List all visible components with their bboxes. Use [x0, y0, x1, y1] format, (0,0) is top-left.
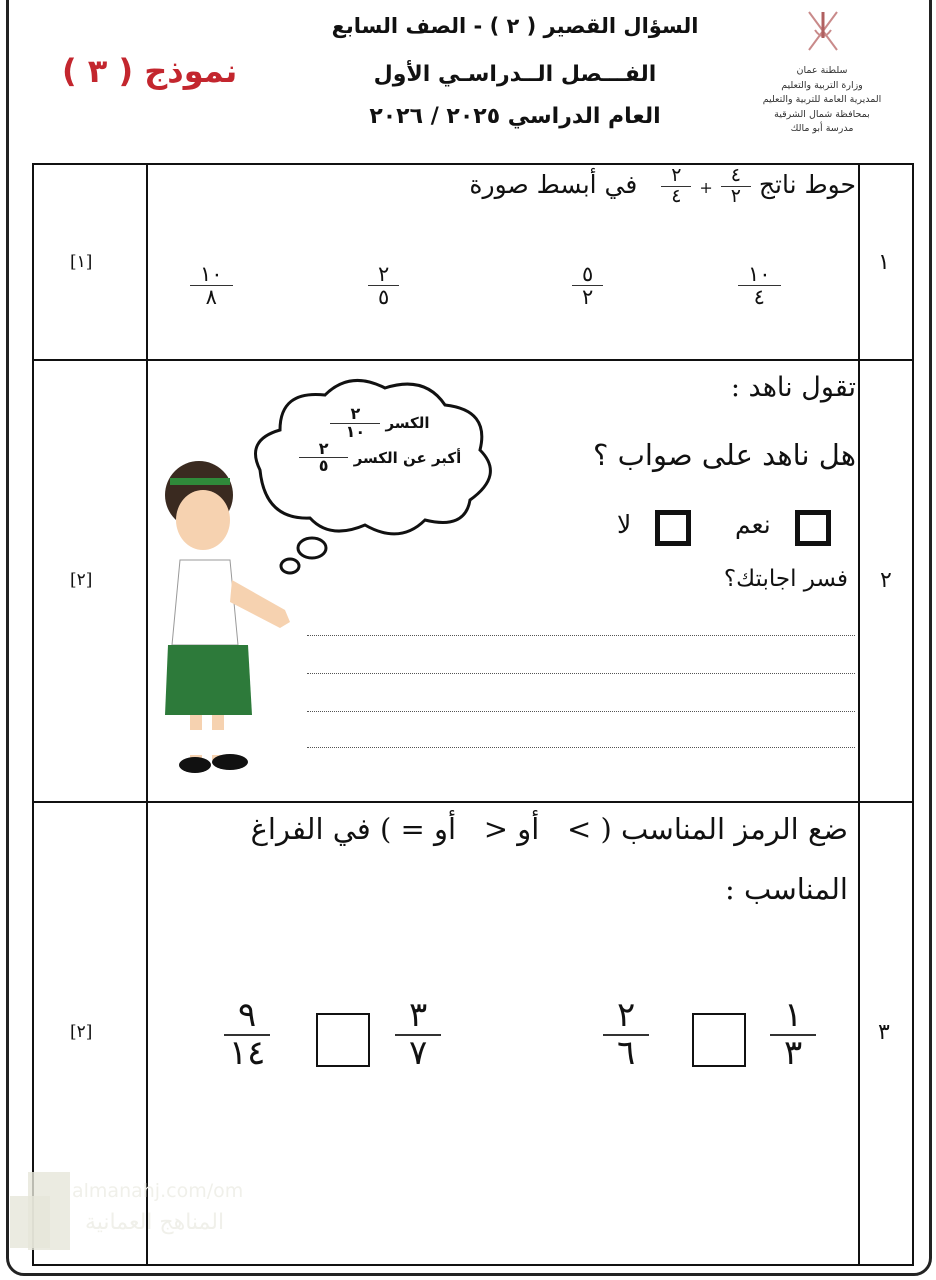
q3-text-2: المناسب : [724, 872, 848, 906]
bubble-text: أكبر عن الكسر [353, 448, 462, 467]
answer-option[interactable]: ١٠ ٨ [190, 263, 233, 308]
q-text: في أبسط صورة [469, 169, 638, 199]
q2-intro: تقول ناهد : [730, 372, 856, 403]
ministry-line: مدرسة أبو مالك [790, 123, 854, 134]
answer-option[interactable]: ٢ ٥ [368, 263, 399, 308]
answer-option[interactable]: ٥ ٢ [572, 263, 603, 308]
fraction: ١ ٣ [770, 998, 816, 1071]
ministry-block [742, 64, 902, 137]
year-label: العام الدراسي ٢٠٢٥ / ٢٠٢٦ [369, 104, 661, 129]
plus-sign: + [699, 177, 713, 197]
fraction: $\frac{٢}{١٠}$ [330, 406, 380, 441]
oman-emblem-icon [805, 8, 841, 54]
fraction: $\frac{٢}{٥}$ [299, 441, 349, 476]
question-marks: [١] [70, 252, 93, 272]
yes-checkbox[interactable] [795, 510, 831, 546]
question-marks: [٢] [70, 1022, 93, 1042]
q-text: حوط ناتج [758, 169, 856, 199]
question-number: ١ [878, 250, 890, 275]
fraction: $\frac{٤}{٢}$ [721, 166, 751, 207]
fraction: ٢ ٦ [603, 998, 649, 1071]
page-title: السؤال القصير ( ٢ ) - الصف السابع [331, 14, 699, 38]
speech-bubble-text [280, 406, 480, 475]
question-marks: [٢] [70, 570, 93, 590]
q3-text: ضع الرمز المناسب ( > أو < أو = ) في الفراغ [250, 812, 848, 846]
comparison-box[interactable] [316, 1013, 370, 1067]
question-1-text [469, 166, 856, 207]
bubble-text: الكسر [385, 413, 430, 432]
fraction: ٩ ١٤ [224, 998, 270, 1071]
no-checkbox[interactable] [655, 510, 691, 546]
watermark-logo [10, 1196, 50, 1248]
answer-option[interactable]: ١٠ ٤ [738, 263, 781, 308]
no-label: لا [617, 510, 632, 539]
semester-label: الفـــصل الــدراسـي الأول [373, 62, 657, 87]
ministry-line: وزارة التربية والتعليم [781, 79, 863, 91]
fraction: $\frac{٢}{٤}$ [661, 166, 691, 207]
fraction: ٣ ٧ [395, 998, 441, 1071]
question-number: ٣ [878, 1020, 890, 1045]
explain-label: فسر اجابتك؟ [723, 566, 848, 592]
ministry-line: المديرية العامة للتربية والتعليم [762, 94, 882, 105]
watermark-name: المناهج العمانية [85, 1210, 225, 1235]
watermark-url: almanahj.com/om [72, 1180, 244, 1202]
model-label: نموذج ( ٣ ) [62, 52, 238, 90]
yes-label: نعم [735, 510, 771, 539]
q2-question: هل ناهد على صواب ؟ [593, 438, 856, 472]
ministry-line: بمحافظة شمال الشرقية [774, 108, 870, 120]
comparison-box[interactable] [692, 1013, 746, 1067]
ministry-line: سلطنة عمان [796, 65, 848, 76]
question-number: ٢ [880, 568, 892, 593]
